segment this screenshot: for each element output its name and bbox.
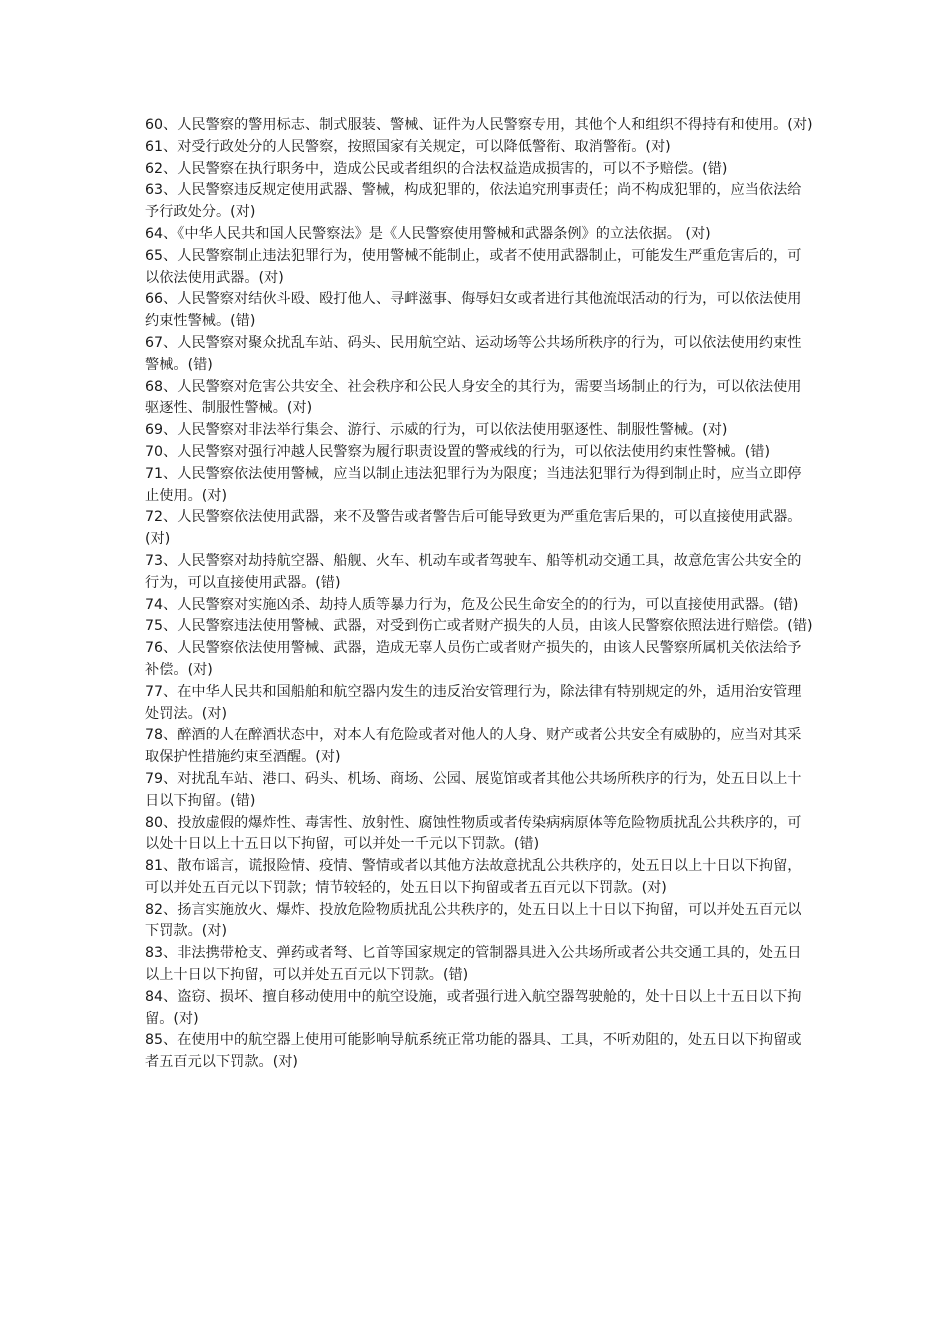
list-item: 67、人民警察对聚众扰乱车站、码头、民用航空站、运动场等公共场所秩序的行为，可以依法使用约束性警械。(错): [145, 334, 802, 373]
list-item: 73、人民警察对劫持航空器、船舰、火车、机动车或者驾驶车、船等机动交通工具，故意危害公共安全的行为，可以直接使用武器。(错): [145, 552, 802, 591]
list-item: 71、人民警察依法使用警械，应当以制止违法犯罪行为为限度；当违法犯罪行为得到制止时，应当立即停止使用。(对): [145, 465, 802, 504]
list-item: 80、投放虚假的爆炸性、毒害性、放射性、腐蚀性物质或者传染病病原体等危险物质扰乱公共秩序的，可以处十日以上十五日以下拘留，可以并处一千元以下罚款。(错): [145, 814, 802, 853]
list-item: 76、人民警察依法使用警械、武器，造成无辜人员伤亡或者财产损失的，由该人民警察所属机关依法给予补偿。(对): [145, 640, 802, 678]
list-item: 63、人民警察违反规定使用武器、警械，构成犯罪的，依法追究刑事责任；尚不构成犯罪的，应当依法给予行政处分。(对): [145, 182, 802, 221]
list-item: 85、在使用中的航空器上使用可能影响导航系统正常功能的器具、工具，不听劝阻的，处五日以下拘留或者五百元以下罚款。(对): [145, 1032, 802, 1071]
list-item: 77、在中华人民共和国船舶和航空器内发生的违反治安管理行为，除法律有特别规定的外，适用治安管理处罚法。(对): [145, 683, 802, 722]
list-item: 81、散布谣言，谎报险情、疫情、警情或者以其他方法故意扰乱公共秩序的，处五日以上十日以下拘留，可以并处五百元以下罚款；情节较轻的，处五日以下拘留或者五百元以下罚款。(对): [145, 858, 802, 896]
list-item: 66、人民警察对结伙斗殴、殴打他人、寻衅滋事、侮辱妇女或者进行其他流氓活动的行为，可以依法使用约束性警械。(错): [145, 291, 802, 330]
list-item: 64、《中华人民共和国人民警察法》是《人民警察使用警械和武器条例》的立法依据。 (对): [145, 225, 711, 242]
list-item: 70、人民警察对强行冲越人民警察为履行职责设置的警戒线的行为，可以依法使用约束性警械。(错): [145, 443, 771, 460]
list-item: 68、人民警察对危害公共安全、社会秩序和公民人身安全的其行为，需要当场制止的行为，可以依法使用驱逐性、制服性警械。(对): [145, 378, 802, 417]
list-item: 79、对扰乱车站、港口、码头、机场、商场、公园、展览馆或者其他公共场所秩序的行为，处五日以上十日以下拘留。(错): [145, 770, 802, 809]
list-item: 74、人民警察对实施凶杀、劫持人质等暴力行为，危及公民生命安全的的行为，可以直接使用武器。(错): [145, 596, 799, 613]
list-item: 84、盗窃、损坏、擅自移动使用中的航空设施，或者强行进入航空器驾驶舱的，处十日以上十五日以下拘留。(对): [145, 988, 802, 1027]
list-item: 75、人民警察违法使用警械、武器，对受到伤亡或者财产损失的人员，由该人民警察依照法进行赔偿。(错): [145, 618, 813, 635]
question-list: [145, 115, 813, 1074]
list-item: 78、醉酒的人在醉酒状态中，对本人有危险或者对他人的人身、财产或者公共安全有威胁的，应当对其采取保护性措施约束至酒醒。(对): [145, 727, 802, 766]
list-item: 60、人民警察的警用标志、制式服装、警械、证件为人民警察专用，其他个人和组织不得持有和使用。(对): [145, 117, 813, 133]
list-item: 62、人民警察在执行职务中，造成公民或者组织的合法权益造成损害的，可以不予赔偿。(错): [145, 160, 728, 177]
list-item: 61、对受行政处分的人民警察，按照国家有关规定，可以降低警衔、取消警衔。(对): [145, 138, 671, 155]
list-item: 72、人民警察依法使用武器，来不及警告或者警告后可能导致更为严重危害后果的，可以直接使用武器。(对): [145, 509, 802, 548]
list-item: 65、人民警察制止违法犯罪行为，使用警械不能制止，或者不使用武器制止，可能发生严重危害后的，可以依法使用武器。(对): [145, 247, 802, 286]
list-item: 82、扬言实施放火、爆炸、投放危险物质扰乱公共秩序的，处五日以上十日以下拘留，可以并处五百元以下罚款。(对): [145, 901, 802, 940]
list-item: 83、非法携带枪支、弹药或者弩、匕首等国家规定的管制器具进入公共场所或者公共交通工具的，处五日以上十日以下拘留，可以并处五百元以下罚款。(错): [145, 945, 802, 984]
list-item: 69、人民警察对非法举行集会、游行、示威的行为，可以依法使用驱逐性、制服性警械。(对): [145, 422, 728, 439]
